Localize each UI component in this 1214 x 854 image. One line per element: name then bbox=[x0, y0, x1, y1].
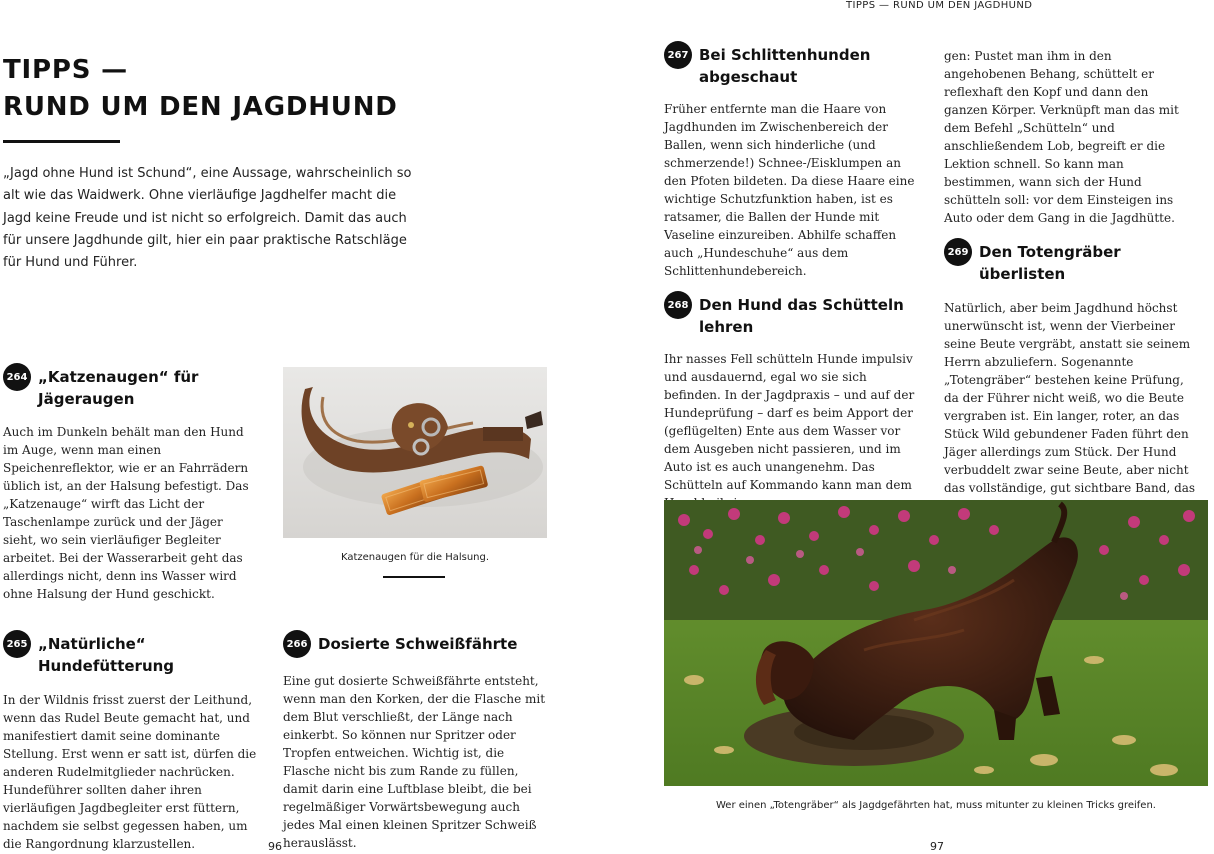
page-number-left: 96 bbox=[268, 840, 282, 853]
page-number-right: 97 bbox=[930, 840, 944, 853]
tip-267-heading bbox=[664, 44, 918, 88]
tip-268-body: Ihr nasses Fell schütteln Hunde impulsiv und ausdauernd, egal wo sie sich befinden. In der Jagdpraxis – und auf der Hundeprüfung – darf es beim Apport der (geflügelten) Ente aus dem Wasser vor dem Ausgeben nicht passieren, und im Auto ist es auch unangenehm. Das Schütteln auf Kommando kann man dem bbox=[664, 352, 915, 492]
tip-269-badge: 269 bbox=[944, 238, 972, 266]
dog-caption: Wer einen „Totengräber“ als Jagdgefährten hat, muss mitunter zu kleinen Tricks greifen. bbox=[716, 800, 1156, 811]
page-title-line-2: RUND UM DEN JAGDHUND bbox=[3, 92, 398, 122]
collar-with-reflectors-photo bbox=[283, 367, 547, 538]
tip-269-title: Den Totengräber überlisten bbox=[979, 243, 1121, 283]
tip-264 bbox=[3, 366, 258, 603]
tip-266-badge: 266 bbox=[283, 630, 311, 658]
tip-269 bbox=[944, 241, 1198, 533]
tip-267-badge: 267 bbox=[664, 41, 692, 69]
running-head: TIPPS — RUND UM DEN JAGDHUND bbox=[846, 0, 1033, 11]
digging-dog-photo bbox=[664, 500, 1208, 786]
tip-265-heading bbox=[3, 633, 265, 677]
tip-265-badge: 265 bbox=[3, 630, 31, 658]
page-title bbox=[3, 52, 463, 126]
tip-268 bbox=[664, 294, 918, 512]
tip-266-body: Eine gut dosierte Schweißfährte entsteht, wenn man den Korken, der die Flasche mit dem Blut verschließt, der Länge nach einkerbt. So können nur Spritzer oder Tropfen entweichen. Wichtig ist, die Flasche nicht bis zum Rande zu füllen, damit darin eine Luftblase bleibt, die bei regelmäßiger Vorwärtsbewegung auch jedes Mal einen kleinen Spritzer Schweiß herauslässt. bbox=[283, 674, 546, 850]
tip-264-heading bbox=[3, 366, 258, 410]
tip-267-body: Früher entfernte man die Haare von Jagdhunden im Zwischenbereich der Ballen, wenn sich hinderliche (und schmerzende!) Schnee-/Eisklumpen an den Pfoten bildeten. Da diese Haare eine wichtige Schutzfunktion haben, ist es ratsamer, die Ballen der Hunde mit Vaseline einzureiben. Abhilfe schaffen auch „Hundeschuhe“ aus dem Schlittenhundebereich. bbox=[664, 102, 915, 278]
tip-268-title: Den Hund das Schütteln lehren bbox=[699, 296, 904, 336]
tip-264-body: Auch im Dunkeln behält man den Hund im Auge, wenn man einen Speichenreflektor, wie er an Fahrrädern üblich ist, an der Halsung befestigt. Das „Katzenauge“ wirft das Licht der Taschenlampe zurück und der Jäger sieht, wo sein vierläufiger Begleiter arbeitet. Bei der Wasserarbeit geht das allerdings nicht, denn ins Wasser wird ohne Halsung der Hund geschickt. bbox=[3, 425, 249, 601]
tip-266-heading bbox=[283, 633, 548, 658]
title-rule bbox=[3, 140, 120, 143]
tip-268-body-continuation: gen: Pustet man ihm in den angehobenen Behang, schüttelt er reflexhaft den Kopf und dann den ganzen Körper. Verknüpft man das mit dem Befehl „Schütteln“ und anschließendem Lob, begreift er die Lektion schnell. So kann man bestimmen, wann sich der Hund schütteln soll: vor dem Einsteigen ins Auto oder dem Gang in die Jagdhütte. bbox=[944, 49, 1179, 225]
tip-265-title: „Natürliche“ Hundefütterung bbox=[38, 635, 175, 675]
tip-269-body: Natürlich, aber beim Jagdhund höchst unerwünscht ist, wenn der Vierbeiner seine Beute vergräbt, anstatt sie seinem Herrn abzuliefern. Sogenannte „Totengräber“ bestehen keine Prüfung, da der Führer nicht weiß, wo die Beute vergraben ist. Ein langer, roter, an das Stück Wild gebundener Faden führt den Jäger allerdings zum Stück. Der Hund verbuddelt zwar seine Beute, aber nicht das vollständige, gut sichtbare Band, das bbox=[944, 301, 1196, 495]
collar-caption-rule bbox=[383, 576, 445, 578]
tip-267 bbox=[664, 44, 918, 280]
tip-266-title: Dosierte Schweißfährte bbox=[318, 635, 518, 653]
tip-264-badge: 264 bbox=[3, 363, 31, 391]
tip-268-badge: 268 bbox=[664, 291, 692, 319]
page-title-line-1: TIPPS — bbox=[3, 55, 128, 85]
tip-269-heading bbox=[944, 241, 1198, 285]
tip-268-heading bbox=[664, 294, 918, 338]
collar-caption: Katzenaugen für die Halsung. bbox=[340, 552, 490, 563]
tip-266 bbox=[283, 633, 548, 852]
tip-265 bbox=[3, 633, 265, 853]
tip-267-title: Bei Schlittenhunden abgeschaut bbox=[699, 46, 871, 86]
tip-264-title: „Katzenaugen“ für Jägeraugen bbox=[38, 368, 199, 408]
intro-paragraph: „Jagd ohne Hund ist Schund“, eine Aussage, wahrscheinlich so alt wie das Waidwerk. Ohne vierläufige Jagdhelfer macht die Jagd keine Freude und ist nicht so erfolgreich. Damit das auch für unsere Jagdhunde gilt, hier ein paar praktische Ratschläge für Hund und Führer. bbox=[3, 166, 412, 271]
tip-265-body: In der Wildnis frisst zuerst der Leithund, wenn das Rudel Beute gemacht hat, und manifestiert damit seine dominante Stellung. Erst wenn er satt ist, dürfen die anderen Rudelmitglieder nachrücken. Hundeführer sollten daher ihren vierläufigen Jagdbegleiter erst füttern, nachdem sie selbst gegessen haben, um die Rangordnung klarzustellen. bbox=[3, 693, 257, 851]
